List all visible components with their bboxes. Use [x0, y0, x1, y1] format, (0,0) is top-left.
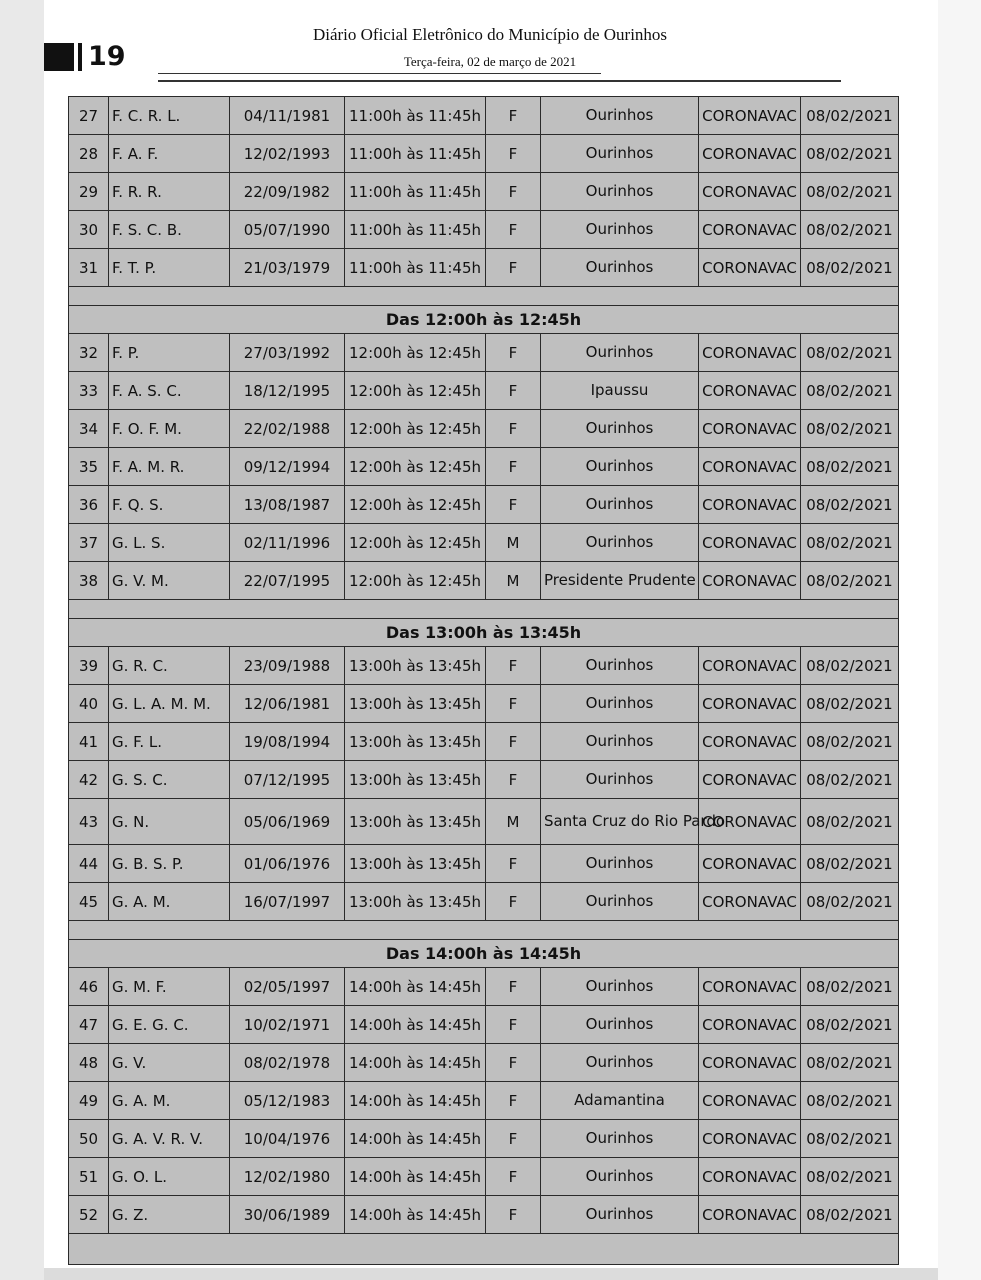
vaccination-date-cell: 08/02/2021 [801, 173, 899, 211]
table-row [69, 685, 899, 723]
viewer-margin [938, 0, 981, 1280]
birth-date-cell: 02/11/1996 [230, 524, 345, 562]
vaccine-cell: CORONAVAC [699, 486, 801, 524]
vaccine-cell: CORONAVAC [699, 372, 801, 410]
sex-cell: F [486, 249, 541, 287]
city-cell: Ourinhos [541, 135, 699, 173]
vaccination-date-cell: 08/02/2021 [801, 448, 899, 486]
city-cell: Ourinhos [541, 845, 699, 883]
time-slot-cell: 13:00h às 13:45h [345, 647, 486, 685]
sex-cell: M [486, 524, 541, 562]
person-initials-cell: F. Q. S. [109, 486, 230, 524]
header-rule [158, 80, 841, 82]
sex-cell: F [486, 1006, 541, 1044]
table-row [69, 1196, 899, 1234]
time-slot-cell: 13:00h às 13:45h [345, 845, 486, 883]
vaccine-cell: CORONAVAC [699, 249, 801, 287]
row-number-cell: 49 [69, 1082, 109, 1120]
vaccine-cell: CORONAVAC [699, 97, 801, 135]
vaccination-date-cell: 08/02/2021 [801, 845, 899, 883]
vaccination-date-cell: 08/02/2021 [801, 97, 899, 135]
table-row [69, 647, 899, 685]
sex-cell: F [486, 883, 541, 921]
time-slot-cell: 14:00h às 14:45h [345, 1006, 486, 1044]
vaccination-date-cell: 08/02/2021 [801, 723, 899, 761]
table-row [69, 524, 899, 562]
city-cell: Ourinhos [541, 1120, 699, 1158]
row-number-cell: 51 [69, 1158, 109, 1196]
birth-date-cell: 21/03/1979 [230, 249, 345, 287]
person-initials-cell: G. Z. [109, 1196, 230, 1234]
time-slot-cell: 14:00h às 14:45h [345, 1158, 486, 1196]
time-slot-cell: 13:00h às 13:45h [345, 883, 486, 921]
vaccination-date-cell: 08/02/2021 [801, 1006, 899, 1044]
sex-cell: F [486, 685, 541, 723]
person-initials-cell: G. V. M. [109, 562, 230, 600]
birth-date-cell: 05/12/1983 [230, 1082, 345, 1120]
city-cell: Ourinhos [541, 448, 699, 486]
person-initials-cell: G. E. G. C. [109, 1006, 230, 1044]
time-group-heading: Das 12:00h às 12:45h [69, 306, 899, 334]
vaccination-date-cell: 08/02/2021 [801, 211, 899, 249]
city-cell: Ourinhos [541, 685, 699, 723]
vaccine-cell: CORONAVAC [699, 410, 801, 448]
person-initials-cell: G. B. S. P. [109, 845, 230, 883]
page-marker-block [44, 43, 74, 71]
person-initials-cell: G. A. M. [109, 1082, 230, 1120]
spacer-cell [69, 921, 899, 940]
page-marker-bar [78, 43, 82, 71]
sex-cell: F [486, 410, 541, 448]
vaccination-date-cell: 08/02/2021 [801, 883, 899, 921]
vaccination-date-cell: 08/02/2021 [801, 1196, 899, 1234]
vaccine-cell: CORONAVAC [699, 1044, 801, 1082]
vaccine-cell: CORONAVAC [699, 1196, 801, 1234]
table-row [69, 135, 899, 173]
table-row [69, 1158, 899, 1196]
row-number-cell: 29 [69, 173, 109, 211]
birth-date-cell: 10/04/1976 [230, 1120, 345, 1158]
group-spacer-row [69, 921, 899, 940]
city-cell: Ourinhos [541, 97, 699, 135]
sex-cell: F [486, 211, 541, 249]
vaccine-cell: CORONAVAC [699, 562, 801, 600]
vaccine-cell: CORONAVAC [699, 1082, 801, 1120]
city-cell: Ourinhos [541, 410, 699, 448]
vaccine-cell: CORONAVAC [699, 883, 801, 921]
birth-date-cell: 09/12/1994 [230, 448, 345, 486]
row-number-cell: 28 [69, 135, 109, 173]
time-slot-cell: 11:00h às 11:45h [345, 249, 486, 287]
time-slot-cell: 14:00h às 14:45h [345, 1196, 486, 1234]
row-number-cell: 47 [69, 1006, 109, 1044]
vaccination-date-cell: 08/02/2021 [801, 334, 899, 372]
table-row [69, 883, 899, 921]
sex-cell: F [486, 1082, 541, 1120]
row-number-cell: 44 [69, 845, 109, 883]
person-initials-cell: G. M. F. [109, 968, 230, 1006]
row-number-cell: 50 [69, 1120, 109, 1158]
city-cell: Ourinhos [541, 1006, 699, 1044]
vaccine-cell: CORONAVAC [699, 845, 801, 883]
vaccine-cell: CORONAVAC [699, 135, 801, 173]
vaccine-cell: CORONAVAC [699, 1158, 801, 1196]
birth-date-cell: 27/03/1992 [230, 334, 345, 372]
time-group-heading: Das 14:00h às 14:45h [69, 940, 899, 968]
table-row [69, 486, 899, 524]
city-cell: Ipaussu [541, 372, 699, 410]
vaccination-date-cell: 08/02/2021 [801, 1082, 899, 1120]
sex-cell: F [486, 448, 541, 486]
table-row [69, 334, 899, 372]
birth-date-cell: 13/08/1987 [230, 486, 345, 524]
person-initials-cell: G. F. L. [109, 723, 230, 761]
vaccination-schedule-table [68, 96, 899, 1265]
publication-date: Terça-feira, 02 de março de 2021 [403, 54, 577, 69]
row-number-cell: 48 [69, 1044, 109, 1082]
vaccine-cell: CORONAVAC [699, 211, 801, 249]
city-cell: Ourinhos [541, 883, 699, 921]
row-number-cell: 33 [69, 372, 109, 410]
vaccine-cell: CORONAVAC [699, 647, 801, 685]
row-number-cell: 38 [69, 562, 109, 600]
publication-title: Diário Oficial Eletrônico do Município de Ourinhos [312, 25, 668, 44]
vaccine-cell: CORONAVAC [699, 723, 801, 761]
sex-cell: F [486, 1044, 541, 1082]
person-initials-cell: G. O. L. [109, 1158, 230, 1196]
city-cell: Ourinhos [541, 647, 699, 685]
vaccination-date-cell: 08/02/2021 [801, 562, 899, 600]
person-initials-cell: G. V. [109, 1044, 230, 1082]
birth-date-cell: 12/02/1993 [230, 135, 345, 173]
birth-date-cell: 18/12/1995 [230, 372, 345, 410]
birth-date-cell: 05/07/1990 [230, 211, 345, 249]
table-row [69, 1082, 899, 1120]
birth-date-cell: 10/02/1971 [230, 1006, 345, 1044]
vaccination-date-cell: 08/02/2021 [801, 410, 899, 448]
header-rule-thin [158, 73, 601, 74]
row-number-cell: 40 [69, 685, 109, 723]
sex-cell: F [486, 372, 541, 410]
vaccine-cell: CORONAVAC [699, 173, 801, 211]
sex-cell: F [486, 135, 541, 173]
birth-date-cell: 16/07/1997 [230, 883, 345, 921]
birth-date-cell: 22/09/1982 [230, 173, 345, 211]
vaccination-date-cell: 08/02/2021 [801, 135, 899, 173]
row-number-cell: 52 [69, 1196, 109, 1234]
row-number-cell: 36 [69, 486, 109, 524]
city-cell: Ourinhos [541, 524, 699, 562]
time-slot-cell: 12:00h às 12:45h [345, 562, 486, 600]
time-slot-cell: 12:00h às 12:45h [345, 486, 486, 524]
table-row [69, 448, 899, 486]
birth-date-cell: 02/05/1997 [230, 968, 345, 1006]
time-group-heading: Das 13:00h às 13:45h [69, 619, 899, 647]
table-row [69, 1006, 899, 1044]
row-number-cell: 27 [69, 97, 109, 135]
birth-date-cell: 12/06/1981 [230, 685, 345, 723]
time-slot-cell: 14:00h às 14:45h [345, 1044, 486, 1082]
vaccine-cell: CORONAVAC [699, 1120, 801, 1158]
vaccine-cell: CORONAVAC [699, 799, 801, 845]
table-row [69, 1120, 899, 1158]
time-slot-cell: 11:00h às 11:45h [345, 211, 486, 249]
vaccine-cell: CORONAVAC [699, 685, 801, 723]
table-row [69, 845, 899, 883]
group-spacer-row [69, 600, 899, 619]
person-initials-cell: F. R. R. [109, 173, 230, 211]
table-end-row [69, 1234, 899, 1265]
sex-cell: F [486, 761, 541, 799]
vaccination-date-cell: 08/02/2021 [801, 1120, 899, 1158]
sex-cell: F [486, 723, 541, 761]
row-number-cell: 41 [69, 723, 109, 761]
vaccination-date-cell: 08/02/2021 [801, 799, 899, 845]
sex-cell: F [486, 334, 541, 372]
time-slot-cell: 11:00h às 11:45h [345, 97, 486, 135]
sex-cell: F [486, 97, 541, 135]
city-cell: Ourinhos [541, 334, 699, 372]
time-group-heading-row [69, 619, 899, 647]
row-number-cell: 32 [69, 334, 109, 372]
sex-cell: F [486, 647, 541, 685]
birth-date-cell: 01/06/1976 [230, 845, 345, 883]
birth-date-cell: 30/06/1989 [230, 1196, 345, 1234]
vaccination-date-cell: 08/02/2021 [801, 524, 899, 562]
person-initials-cell: F. A. M. R. [109, 448, 230, 486]
group-spacer-row [69, 287, 899, 306]
sex-cell: F [486, 1120, 541, 1158]
vaccine-cell: CORONAVAC [699, 448, 801, 486]
person-initials-cell: G. A. V. R. V. [109, 1120, 230, 1158]
row-number-cell: 43 [69, 799, 109, 845]
vaccine-cell: CORONAVAC [699, 1006, 801, 1044]
table-row [69, 173, 899, 211]
city-cell: Ourinhos [541, 1044, 699, 1082]
vaccination-date-cell: 08/02/2021 [801, 968, 899, 1006]
row-number-cell: 46 [69, 968, 109, 1006]
table-row [69, 211, 899, 249]
birth-date-cell: 22/02/1988 [230, 410, 345, 448]
time-slot-cell: 12:00h às 12:45h [345, 372, 486, 410]
city-cell: Santa Cruz do Rio Pardo [541, 799, 699, 845]
row-number-cell: 35 [69, 448, 109, 486]
birth-date-cell: 23/09/1988 [230, 647, 345, 685]
page-number: 19 [88, 41, 126, 72]
time-slot-cell: 14:00h às 14:45h [345, 1082, 486, 1120]
table-row [69, 968, 899, 1006]
time-slot-cell: 14:00h às 14:45h [345, 968, 486, 1006]
row-number-cell: 37 [69, 524, 109, 562]
table-row [69, 410, 899, 448]
city-cell: Ourinhos [541, 486, 699, 524]
empty-cell [69, 1234, 899, 1265]
city-cell: Adamantina [541, 1082, 699, 1120]
vaccination-date-cell: 08/02/2021 [801, 1158, 899, 1196]
row-number-cell: 45 [69, 883, 109, 921]
spacer-cell [69, 600, 899, 619]
time-slot-cell: 12:00h às 12:45h [345, 410, 486, 448]
person-initials-cell: F. T. P. [109, 249, 230, 287]
sex-cell: F [486, 1196, 541, 1234]
person-initials-cell: F. P. [109, 334, 230, 372]
vaccine-cell: CORONAVAC [699, 334, 801, 372]
vaccine-cell: CORONAVAC [699, 968, 801, 1006]
city-cell: Ourinhos [541, 761, 699, 799]
row-number-cell: 34 [69, 410, 109, 448]
city-cell: Ourinhos [541, 211, 699, 249]
table-row [69, 97, 899, 135]
table-row [69, 249, 899, 287]
vaccination-date-cell: 08/02/2021 [801, 647, 899, 685]
sex-cell: M [486, 799, 541, 845]
vaccination-date-cell: 08/02/2021 [801, 372, 899, 410]
person-initials-cell: G. N. [109, 799, 230, 845]
sex-cell: F [486, 968, 541, 1006]
birth-date-cell: 04/11/1981 [230, 97, 345, 135]
birth-date-cell: 07/12/1995 [230, 761, 345, 799]
vaccination-date-cell: 08/02/2021 [801, 249, 899, 287]
birth-date-cell: 22/07/1995 [230, 562, 345, 600]
person-initials-cell: G. L. S. [109, 524, 230, 562]
table-row [69, 562, 899, 600]
time-slot-cell: 13:00h às 13:45h [345, 799, 486, 845]
vaccination-date-cell: 08/02/2021 [801, 1044, 899, 1082]
time-slot-cell: 13:00h às 13:45h [345, 723, 486, 761]
time-slot-cell: 11:00h às 11:45h [345, 135, 486, 173]
table-row [69, 799, 899, 845]
time-slot-cell: 11:00h às 11:45h [345, 173, 486, 211]
sex-cell: F [486, 486, 541, 524]
person-initials-cell: G. L. A. M. M. [109, 685, 230, 723]
vaccine-cell: CORONAVAC [699, 761, 801, 799]
birth-date-cell: 08/02/1978 [230, 1044, 345, 1082]
person-initials-cell: G. A. M. [109, 883, 230, 921]
time-group-heading-row [69, 306, 899, 334]
spacer-cell [69, 287, 899, 306]
time-slot-cell: 13:00h às 13:45h [345, 685, 486, 723]
person-initials-cell: G. S. C. [109, 761, 230, 799]
person-initials-cell: F. A. S. C. [109, 372, 230, 410]
sex-cell: F [486, 845, 541, 883]
person-initials-cell: F. C. R. L. [109, 97, 230, 135]
person-initials-cell: F. A. F. [109, 135, 230, 173]
row-number-cell: 31 [69, 249, 109, 287]
person-initials-cell: F. O. F. M. [109, 410, 230, 448]
city-cell: Ourinhos [541, 1158, 699, 1196]
person-initials-cell: F. S. C. B. [109, 211, 230, 249]
city-cell: Ourinhos [541, 173, 699, 211]
table-row [69, 372, 899, 410]
time-group-heading-row [69, 940, 899, 968]
row-number-cell: 30 [69, 211, 109, 249]
birth-date-cell: 05/06/1969 [230, 799, 345, 845]
page-bottom-edge [44, 1268, 938, 1280]
vaccination-date-cell: 08/02/2021 [801, 761, 899, 799]
time-slot-cell: 13:00h às 13:45h [345, 761, 486, 799]
time-slot-cell: 12:00h às 12:45h [345, 334, 486, 372]
vaccination-date-cell: 08/02/2021 [801, 685, 899, 723]
vaccination-date-cell: 08/02/2021 [801, 486, 899, 524]
city-cell: Ourinhos [541, 249, 699, 287]
sex-cell: F [486, 1158, 541, 1196]
city-cell: Ourinhos [541, 1196, 699, 1234]
table-row [69, 1044, 899, 1082]
birth-date-cell: 19/08/1994 [230, 723, 345, 761]
city-cell: Ourinhos [541, 723, 699, 761]
sex-cell: F [486, 173, 541, 211]
person-initials-cell: G. R. C. [109, 647, 230, 685]
vaccine-cell: CORONAVAC [699, 524, 801, 562]
birth-date-cell: 12/02/1980 [230, 1158, 345, 1196]
city-cell: Presidente Prudente [541, 562, 699, 600]
table-row [69, 761, 899, 799]
city-cell: Ourinhos [541, 968, 699, 1006]
row-number-cell: 39 [69, 647, 109, 685]
time-slot-cell: 12:00h às 12:45h [345, 524, 486, 562]
sex-cell: M [486, 562, 541, 600]
table-row [69, 723, 899, 761]
time-slot-cell: 14:00h às 14:45h [345, 1120, 486, 1158]
time-slot-cell: 12:00h às 12:45h [345, 448, 486, 486]
row-number-cell: 42 [69, 761, 109, 799]
